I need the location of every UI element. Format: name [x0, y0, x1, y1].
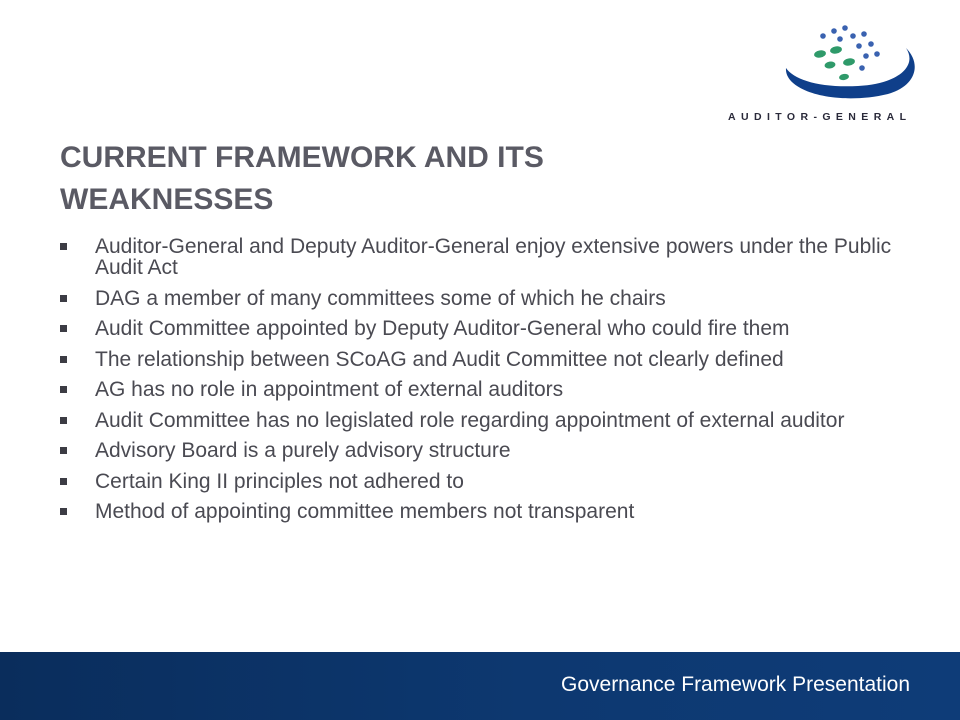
footer-bar: [0, 652, 960, 720]
square-bullet-icon: [60, 356, 67, 363]
bullet-item: [58, 501, 898, 522]
bullet-text: Advisory Board is a purely advisory structure: [95, 439, 511, 462]
auditor-general-logo-icon: [780, 14, 920, 102]
bullet-text: Auditor-General and Deputy Auditor-General enjoy extensive powers under the Public Audit Act: [95, 235, 892, 279]
bullet-item: [58, 471, 898, 492]
bullet-text: AG has no role in appointment of external auditors: [95, 378, 564, 401]
square-bullet-icon: [60, 447, 67, 454]
footer-title: Governance Framework Presentation: [561, 673, 910, 696]
bullet-list: [58, 236, 898, 532]
bullet-text: DAG a member of many committees some of which he chairs: [95, 286, 666, 310]
bullet-text: Certain King II principles not adhered to: [95, 469, 464, 493]
bullet-item: [58, 288, 898, 309]
square-bullet-icon: [60, 417, 67, 424]
logo-wordmark: AUDITOR-GENERAL: [728, 111, 912, 123]
slide-title: CURRENT FRAMEWORK AND ITS WEAKNESSES: [60, 141, 544, 216]
bullet-text: Audit Committee has no legislated role regarding appointment of external auditor: [95, 408, 845, 432]
bullet-item: [58, 349, 898, 370]
bullet-item: [58, 236, 898, 278]
bullet-text: Audit Committee appointed by Deputy Auditor-General who could fire them: [95, 317, 790, 340]
bullet-text: Method of appointing committee members not transparent: [95, 500, 635, 523]
bullet-item: [58, 318, 898, 339]
square-bullet-icon: [60, 386, 67, 393]
square-bullet-icon: [60, 243, 67, 250]
square-bullet-icon: [60, 508, 67, 515]
bullet-text: The relationship between SCoAG and Audit Committee not clearly defined: [95, 347, 784, 371]
bullet-item: [58, 440, 898, 461]
auditor-general-logo: [728, 14, 944, 124]
square-bullet-icon: [60, 295, 67, 302]
square-bullet-icon: [60, 478, 67, 485]
square-bullet-icon: [60, 325, 67, 332]
bullet-item: [58, 379, 898, 400]
bullet-item: [58, 410, 898, 431]
